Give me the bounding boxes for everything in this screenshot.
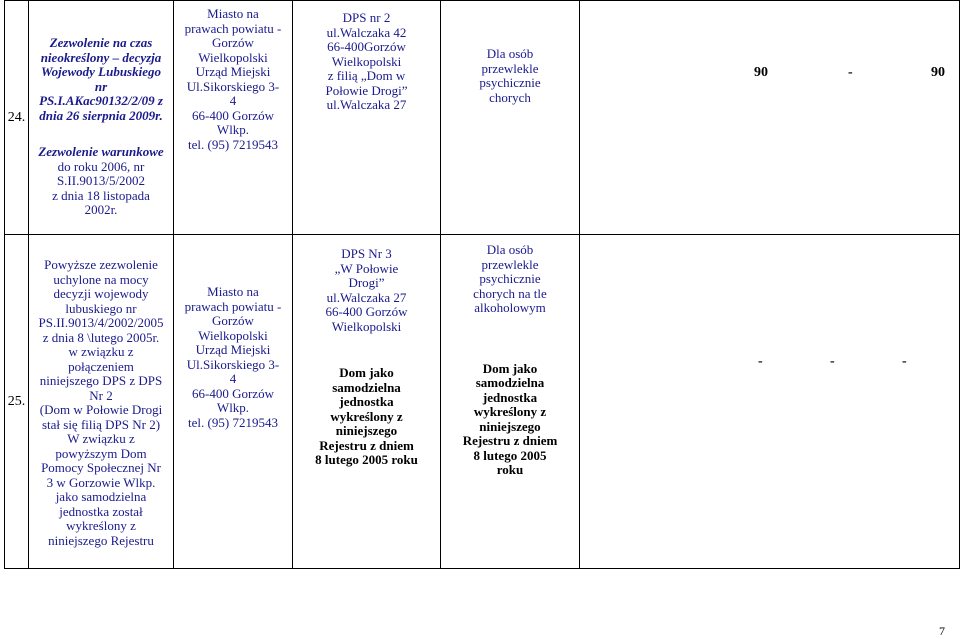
decision-cell: Zezwolenie na czas nieokreślony – decyzja Wojewody Lubuskiego nr PS.I.AKac90132/2/09 z dnia 26 sierpnia 2009r. Zezwolenie warunkowe do roku 2006, nr S.II.9013/5/2002 z dnia 18 listopada 2002r. (29, 1, 174, 235)
register-table (4, 0, 960, 569)
facility-note: Dom jako samodzielna jednostka wykreślony z niniejszego Rejestru z dniem 8 lutego 2005 roku (315, 365, 418, 467)
capacity-available: - (902, 354, 907, 369)
capacity-total: 90 (754, 65, 768, 80)
capacity-available: 90 (931, 65, 945, 80)
page-number: 7 (939, 624, 945, 638)
table-row (5, 1, 960, 235)
row-number: 24. (5, 1, 29, 235)
facility-cell: DPS Nr 3 „W Połowie Drogi” ul.Walczaka 27 66-400 Gorzów Wielkopolski Dom jako samodzielna jednostka wykreślony z niniejszego Rejestru z dniem 8 lutego 2005 roku (293, 235, 441, 569)
type-cell: Dla osób przewlekle psychicznie chorych na tle alkoholowym Dom jako samodzielna jednostka wykreślony z niniejszego Rejestru z dniem 8 lutego 2005 roku (441, 235, 580, 569)
capacity-cell (580, 235, 960, 569)
capacity-total: - (758, 354, 763, 369)
capacity-cell (580, 1, 960, 235)
decision-cell: Powyższe zezwolenie uchylone na mocy decyzji wojewody lubuskiego nr PS.II.9013/4/2002/2005 z dnia 8 \lutego 2005r. w związku z połączeniem niniejszego DPS z DPS Nr 2 (Dom w Połowie Drogi stał się filią DPS Nr 2) W związku z powyższym Dom Pomocy Społecznej Nr 3 w Gorzowie Wlkp. jako samodzielna jednostka został wykreślony z niniejszego Rejestru (29, 235, 174, 569)
operator-cell: Miasto na prawach powiatu - Gorzów Wielkopolski Urząd Miejski Ul.Sikorskiego 3- 4 66-400 Gorzów Wlkp. tel. (95) 7219543 (174, 1, 293, 235)
row-number: 25. (5, 235, 29, 569)
table-row (5, 235, 960, 569)
facility-cell: DPS nr 2 ul.Walczaka 42 66-400Gorzów Wielkopolski z filią „Dom w Połowie Drogi” ul.Walczaka 27 (293, 1, 441, 235)
type-note: Dom jako samodzielna jednostka wykreślony z niniejszego Rejestru z dniem 8 lutego 2005 roku (462, 360, 558, 477)
type-cell: Dla osób przewlekle psychicznie chorych (441, 1, 580, 235)
capacity-separator: - (830, 354, 835, 369)
capacity-separator: - (848, 65, 853, 80)
operator-cell: Miasto na prawach powiatu - Gorzów Wielkopolski Urząd Miejski Ul.Sikorskiego 3- 4 66-400 Gorzów Wlkp. tel. (95) 7219543 (174, 235, 293, 569)
